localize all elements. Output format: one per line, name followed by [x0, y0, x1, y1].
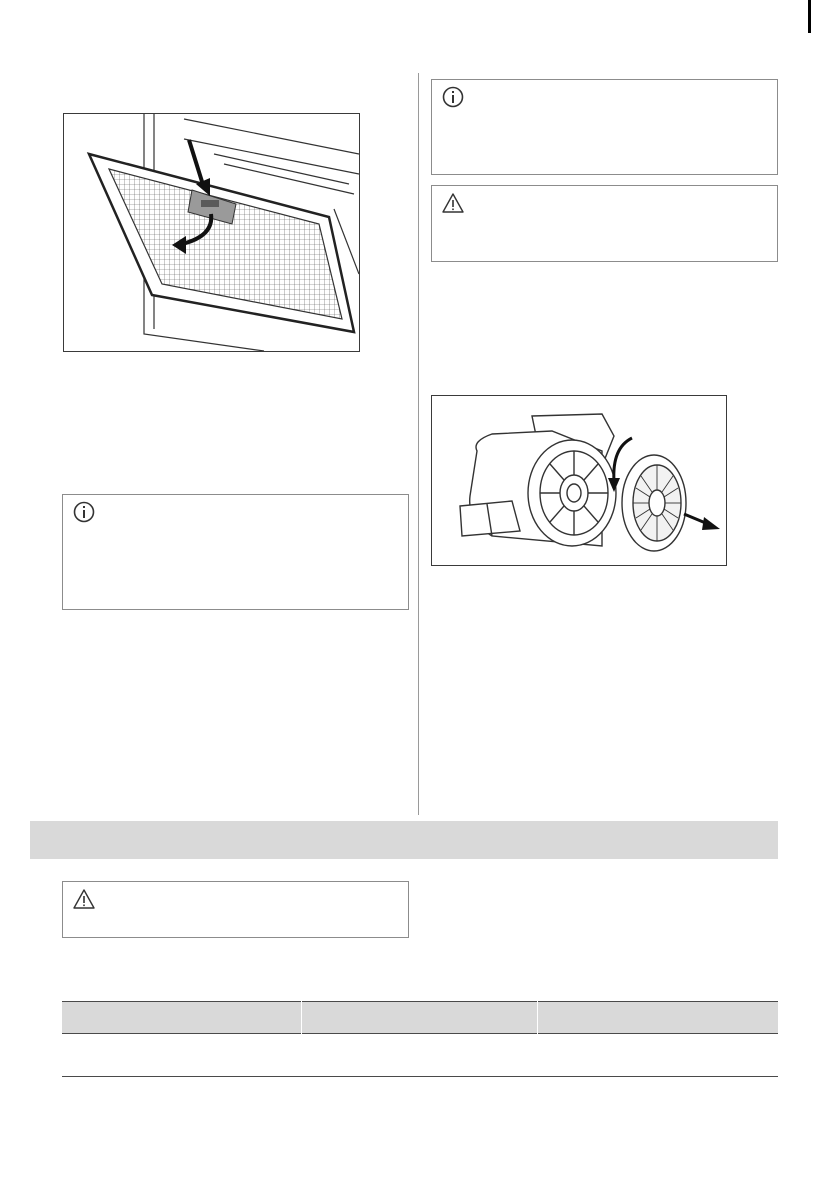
grease-filter-figure — [63, 113, 360, 352]
note-right-info — [431, 79, 778, 175]
table-header-cell — [72, 1002, 292, 1033]
section-header-bar — [30, 821, 778, 859]
table-cell — [72, 1033, 292, 1076]
note-left-info — [62, 494, 409, 610]
carbon-filter-figure — [431, 395, 727, 566]
table-row — [62, 1033, 778, 1077]
note-right-warning — [431, 185, 778, 262]
table-column-separator — [537, 1001, 538, 1076]
carbon-filter-illustration — [432, 396, 726, 565]
warning-icon — [442, 192, 464, 214]
warning-icon — [73, 888, 95, 910]
page-marker — [808, 0, 811, 33]
info-icon — [442, 86, 464, 108]
grease-filter-illustration — [64, 114, 359, 351]
table-cell — [546, 1033, 766, 1076]
carbon-filter-disc — [622, 455, 686, 551]
table-header — [62, 1001, 778, 1034]
fan-wheel — [528, 440, 616, 546]
table-header-cell — [310, 1002, 530, 1033]
table-column-separator — [301, 1001, 302, 1076]
table-header-cell — [546, 1002, 766, 1033]
arrow-icon — [684, 514, 720, 530]
table-cell — [310, 1033, 530, 1076]
column-divider — [418, 73, 419, 815]
note-bottom-warning — [62, 881, 409, 938]
info-icon — [73, 501, 95, 523]
